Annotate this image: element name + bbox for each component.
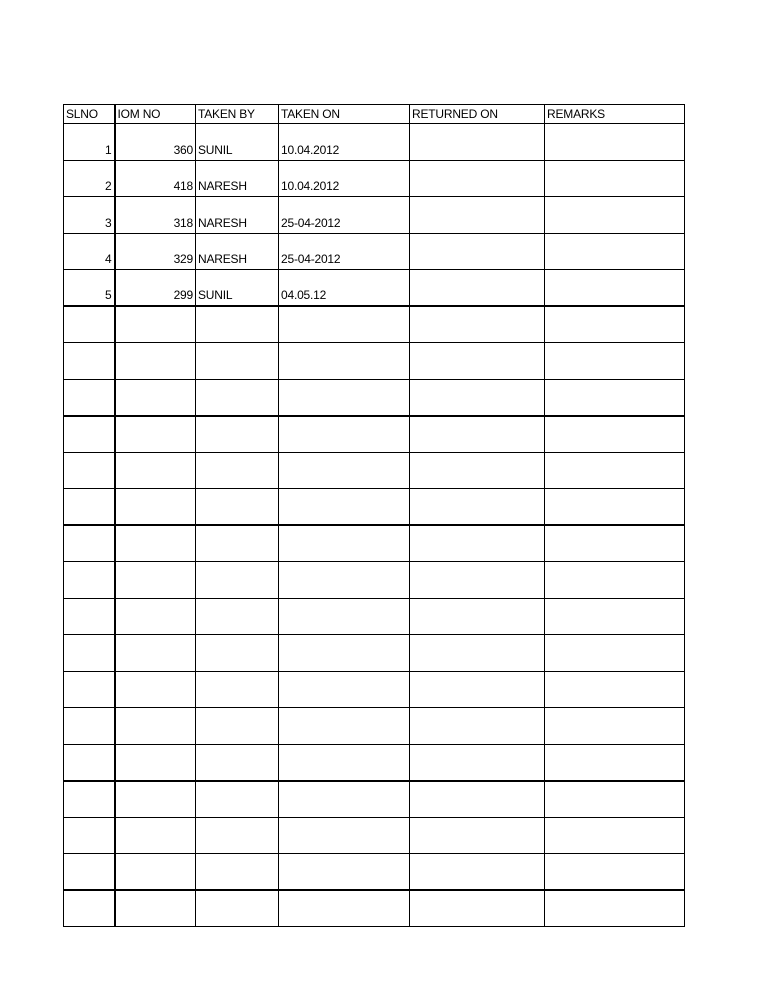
cell-iom-no — [115, 671, 196, 708]
cell-taken-by — [196, 379, 279, 416]
cell-iom-no — [115, 635, 196, 672]
cell-remarks — [545, 525, 685, 562]
cell-iom-no: 360 — [115, 124, 196, 161]
table-row — [64, 160, 685, 197]
table-row — [64, 817, 685, 854]
table-row — [64, 489, 685, 526]
table-row — [64, 233, 685, 270]
cell-slno — [64, 416, 115, 453]
cell-iom-no: 329 — [115, 233, 196, 270]
cell-taken-on — [279, 489, 410, 526]
header-row — [64, 105, 685, 124]
cell-taken-on — [279, 635, 410, 672]
cell-taken-by — [196, 452, 279, 489]
cell-taken-by: NARESH — [196, 160, 279, 197]
register-body — [64, 124, 685, 927]
cell-returned-on — [410, 343, 545, 380]
cell-returned-on — [410, 781, 545, 818]
cell-taken-by: SUNIL — [196, 270, 279, 307]
header-remarks: REMARKS — [545, 105, 685, 124]
cell-slno — [64, 744, 115, 781]
cell-remarks — [545, 343, 685, 380]
cell-taken-by — [196, 598, 279, 635]
cell-taken-by — [196, 817, 279, 854]
cell-taken-by — [196, 416, 279, 453]
cell-taken-by — [196, 854, 279, 891]
cell-returned-on — [410, 197, 545, 234]
iom-register-table — [63, 104, 685, 927]
table-row — [64, 525, 685, 562]
cell-slno: 3 — [64, 197, 115, 234]
cell-slno — [64, 489, 115, 526]
cell-taken-on — [279, 744, 410, 781]
table-row — [64, 197, 685, 234]
cell-taken-by — [196, 708, 279, 745]
cell-remarks — [545, 124, 685, 161]
table-row — [64, 416, 685, 453]
cell-taken-by: SUNIL — [196, 124, 279, 161]
cell-remarks — [545, 233, 685, 270]
cell-taken-on: 10.04.2012 — [279, 160, 410, 197]
cell-taken-on — [279, 708, 410, 745]
cell-slno — [64, 562, 115, 599]
cell-taken-on — [279, 306, 410, 343]
cell-taken-by: NARESH — [196, 233, 279, 270]
cell-returned-on — [410, 635, 545, 672]
table-row — [64, 744, 685, 781]
table-row — [64, 379, 685, 416]
cell-returned-on — [410, 270, 545, 307]
table-row — [64, 708, 685, 745]
cell-iom-no — [115, 598, 196, 635]
cell-iom-no — [115, 854, 196, 891]
cell-remarks — [545, 744, 685, 781]
cell-remarks — [545, 197, 685, 234]
cell-taken-on: 04.05.12 — [279, 270, 410, 307]
cell-returned-on — [410, 452, 545, 489]
cell-iom-no — [115, 744, 196, 781]
cell-taken-by — [196, 343, 279, 380]
cell-returned-on — [410, 817, 545, 854]
cell-taken-on: 10.04.2012 — [279, 124, 410, 161]
cell-remarks — [545, 416, 685, 453]
cell-slno — [64, 890, 115, 927]
cell-returned-on — [410, 416, 545, 453]
cell-slno — [64, 452, 115, 489]
cell-remarks — [545, 306, 685, 343]
header-slno: SLNO — [64, 105, 115, 124]
cell-taken-by: NARESH — [196, 197, 279, 234]
cell-taken-by — [196, 306, 279, 343]
cell-returned-on — [410, 379, 545, 416]
cell-slno — [64, 525, 115, 562]
cell-remarks — [545, 270, 685, 307]
cell-returned-on — [410, 489, 545, 526]
register-sheet — [63, 104, 684, 927]
cell-iom-no — [115, 525, 196, 562]
cell-remarks — [545, 379, 685, 416]
cell-iom-no — [115, 781, 196, 818]
table-row — [64, 890, 685, 927]
cell-remarks — [545, 635, 685, 672]
cell-iom-no — [115, 489, 196, 526]
cell-taken-by — [196, 489, 279, 526]
cell-slno: 1 — [64, 124, 115, 161]
cell-remarks — [545, 160, 685, 197]
cell-taken-by — [196, 744, 279, 781]
cell-taken-on — [279, 525, 410, 562]
cell-taken-by — [196, 781, 279, 818]
cell-returned-on — [410, 525, 545, 562]
cell-returned-on — [410, 671, 545, 708]
cell-slno — [64, 379, 115, 416]
cell-returned-on — [410, 233, 545, 270]
table-row — [64, 343, 685, 380]
table-row — [64, 124, 685, 161]
cell-slno — [64, 598, 115, 635]
cell-taken-on — [279, 416, 410, 453]
cell-returned-on — [410, 160, 545, 197]
cell-iom-no: 418 — [115, 160, 196, 197]
cell-taken-on — [279, 598, 410, 635]
cell-taken-on — [279, 343, 410, 380]
cell-slno — [64, 635, 115, 672]
cell-taken-on — [279, 379, 410, 416]
cell-iom-no — [115, 708, 196, 745]
cell-slno — [64, 306, 115, 343]
cell-taken-on — [279, 562, 410, 599]
cell-slno — [64, 671, 115, 708]
cell-iom-no — [115, 306, 196, 343]
cell-taken-by — [196, 890, 279, 927]
cell-returned-on — [410, 854, 545, 891]
cell-slno — [64, 854, 115, 891]
cell-returned-on — [410, 306, 545, 343]
table-row — [64, 598, 685, 635]
cell-slno: 4 — [64, 233, 115, 270]
cell-returned-on — [410, 744, 545, 781]
cell-taken-on — [279, 452, 410, 489]
cell-remarks — [545, 817, 685, 854]
cell-iom-no — [115, 817, 196, 854]
table-row — [64, 635, 685, 672]
cell-taken-by — [196, 671, 279, 708]
cell-iom-no — [115, 562, 196, 599]
cell-taken-on — [279, 890, 410, 927]
header-taken-by: TAKEN BY — [196, 105, 279, 124]
table-row — [64, 781, 685, 818]
cell-returned-on — [410, 708, 545, 745]
cell-slno — [64, 817, 115, 854]
header-taken-on: TAKEN ON — [279, 105, 410, 124]
cell-taken-by — [196, 635, 279, 672]
cell-taken-on — [279, 854, 410, 891]
cell-slno — [64, 781, 115, 818]
cell-iom-no — [115, 379, 196, 416]
cell-taken-on: 25-04-2012 — [279, 233, 410, 270]
cell-taken-on — [279, 671, 410, 708]
cell-slno — [64, 343, 115, 380]
cell-taken-by — [196, 525, 279, 562]
cell-taken-on — [279, 817, 410, 854]
cell-iom-no — [115, 890, 196, 927]
header-returned-on: RETURNED ON — [410, 105, 545, 124]
cell-taken-on — [279, 781, 410, 818]
table-row — [64, 270, 685, 307]
table-row — [64, 306, 685, 343]
cell-returned-on — [410, 890, 545, 927]
cell-taken-by — [196, 562, 279, 599]
cell-iom-no — [115, 343, 196, 380]
cell-remarks — [545, 890, 685, 927]
table-row — [64, 452, 685, 489]
cell-slno: 5 — [64, 270, 115, 307]
cell-slno: 2 — [64, 160, 115, 197]
cell-remarks — [545, 708, 685, 745]
cell-taken-on: 25-04-2012 — [279, 197, 410, 234]
cell-returned-on — [410, 598, 545, 635]
cell-remarks — [545, 562, 685, 599]
cell-remarks — [545, 671, 685, 708]
table-row — [64, 854, 685, 891]
cell-iom-no: 299 — [115, 270, 196, 307]
cell-slno — [64, 708, 115, 745]
cell-returned-on — [410, 124, 545, 161]
cell-iom-no — [115, 416, 196, 453]
cell-remarks — [545, 452, 685, 489]
cell-iom-no — [115, 452, 196, 489]
cell-remarks — [545, 489, 685, 526]
cell-iom-no: 318 — [115, 197, 196, 234]
cell-remarks — [545, 854, 685, 891]
table-row — [64, 562, 685, 599]
header-iom-no: IOM NO — [115, 105, 196, 124]
cell-remarks — [545, 598, 685, 635]
cell-returned-on — [410, 562, 545, 599]
cell-remarks — [545, 781, 685, 818]
table-row — [64, 671, 685, 708]
